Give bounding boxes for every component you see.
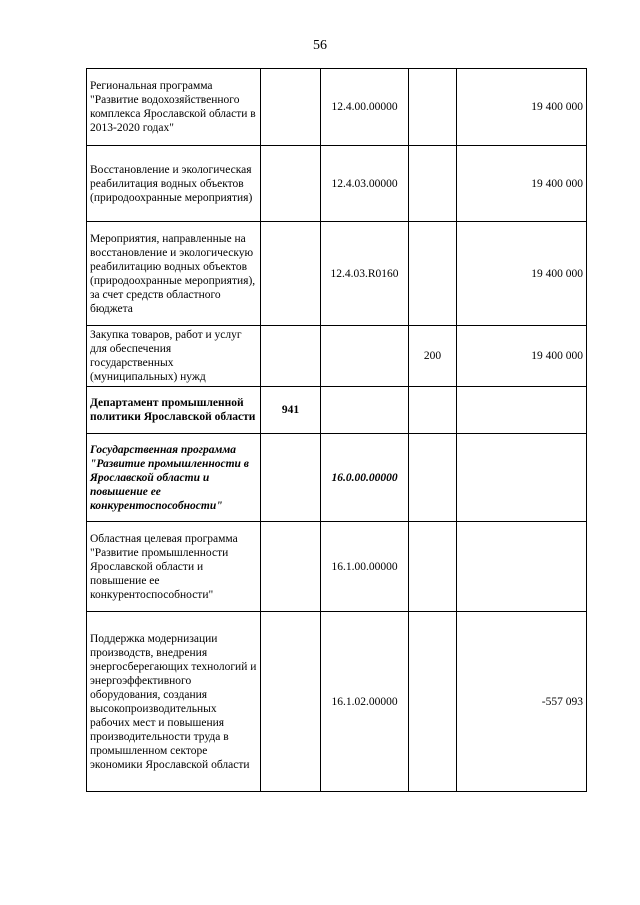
table-row [87,612,587,792]
budget-table [86,68,587,792]
row-dept [261,69,321,146]
row-code: 16.1.00.00000 [321,522,409,612]
row-code: 12.4.03.00000 [321,146,409,222]
table-row [87,522,587,612]
row-name: Поддержка модернизации производств, внедрения энергосберегающих технологий и энергоэффективного оборудования, создания высокопроизводительных рабочих мест и повышения производительности труда в промышленном секторе экономики Ярославской области [87,612,261,792]
row-dept [261,612,321,792]
row-name: Закупка товаров, работ и услуг для обеспечения государственных (муниципальных) нужд [87,326,261,387]
row-type [409,522,457,612]
row-code: 16.0.00.00000 [321,434,409,522]
row-sum: 19 400 000 [457,326,587,387]
row-type [409,69,457,146]
row-sum: 19 400 000 [457,69,587,146]
row-name: Мероприятия, направленные на восстановление и экологическую реабилитацию водных объектов (природоохранные мероприятия), за счет средств областного бюджета [87,222,261,326]
row-type [409,387,457,434]
row-dept [261,326,321,387]
row-code [321,387,409,434]
row-name: Региональная программа "Развитие водохозяйственного комплекса Ярославской области в 2013-2020 годах" [87,69,261,146]
row-dept [261,222,321,326]
row-sum: -557 093 [457,612,587,792]
row-sum [457,387,587,434]
page-number: 56 [313,38,327,53]
table-row [87,146,587,222]
row-type [409,434,457,522]
row-name: Департамент промышленной политики Ярославской области [87,387,261,434]
table-row [87,69,587,146]
row-dept [261,146,321,222]
row-code [321,326,409,387]
row-sum [457,434,587,522]
table-row [87,434,587,522]
row-code: 16.1.02.00000 [321,612,409,792]
row-type [409,222,457,326]
row-type [409,146,457,222]
row-dept: 941 [261,387,321,434]
row-type [409,612,457,792]
table-row [87,326,587,387]
row-name: Областная целевая программа "Развитие промышленности Ярославской области и повышение ее конкурентоспособности" [87,522,261,612]
row-name: Государственная программа "Развитие промышленности в Ярославской области и повышение ее конкурентоспособности" [87,434,261,522]
row-dept [261,522,321,612]
row-type: 200 [409,326,457,387]
row-code: 12.4.03.R0160 [321,222,409,326]
row-code: 12.4.00.00000 [321,69,409,146]
row-sum [457,522,587,612]
table-row [87,222,587,326]
row-name: Восстановление и экологическая реабилитация водных объектов (природоохранные мероприятия) [87,146,261,222]
row-dept [261,434,321,522]
table-row [87,387,587,434]
row-sum: 19 400 000 [457,222,587,326]
row-sum: 19 400 000 [457,146,587,222]
